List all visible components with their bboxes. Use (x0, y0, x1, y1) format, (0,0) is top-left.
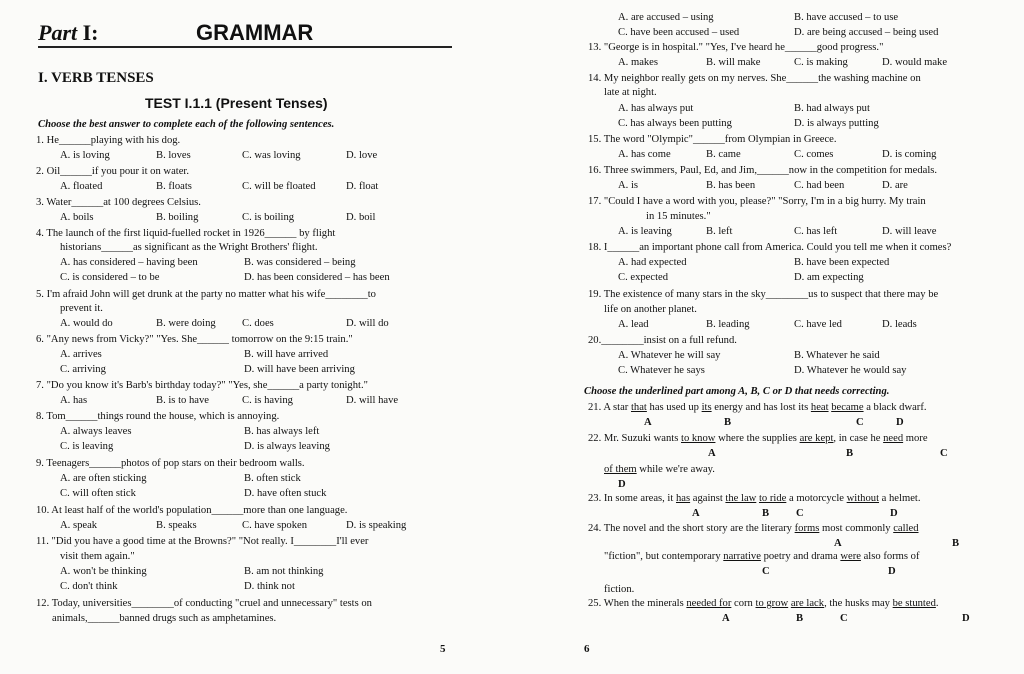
left-question-line: C. was loving (242, 150, 301, 161)
right-question-line: D. am expecting (794, 272, 864, 283)
text-segment: , in case he (833, 433, 884, 444)
left-question-line: 1. He______playing with his dog. (36, 135, 181, 146)
left-question-line: A. has (60, 395, 88, 406)
right-question-line: C. is making (794, 57, 848, 68)
underlined-segment: became (831, 402, 864, 413)
option-letter: C (940, 448, 948, 459)
right-question-line: B. left (706, 226, 733, 237)
left-question-line: D. will have been arriving (244, 364, 355, 375)
left-question-line: D. float (346, 181, 379, 192)
part-label (38, 20, 99, 46)
option-letter: C (796, 508, 804, 519)
underlined-segment: without (846, 493, 880, 504)
text-segment: more (903, 433, 928, 444)
text-segment: Mr. Suzuki wants (601, 433, 681, 444)
option-letter: B (846, 448, 854, 459)
underlined-segment: were (840, 551, 861, 562)
test-title: TEST I.1.1 (Present Tenses) (145, 95, 328, 111)
right-question-line: B. have been expected (794, 257, 890, 268)
left-question-line: 6. "Any news from Vicky?" "Yes. She______ tomorrow on the 9:15 train." (36, 334, 353, 345)
underlined-segment: be stunted (892, 598, 936, 609)
option-letter: C (840, 613, 848, 624)
underlined-segment: called (893, 523, 919, 534)
right-question-line: C. Whatever he says (618, 365, 705, 376)
left-question-line: D. will have (346, 395, 399, 406)
right-question-line: late at night. (604, 87, 657, 98)
underlined-segment: the law (725, 493, 757, 504)
option-letter: A (708, 448, 716, 459)
option-letter: D (888, 566, 896, 577)
underlined-segment: needed for (686, 598, 732, 609)
left-question-line: B. floats (156, 181, 192, 192)
item-number: 25. (588, 598, 602, 609)
left-question-line: C. don't think (60, 581, 118, 592)
option-letter: D (962, 613, 970, 624)
option-letter: B (724, 417, 732, 428)
underlined-segment: need (883, 433, 904, 444)
underlined-segment: heat (810, 402, 829, 413)
left-question-line: D. will do (346, 318, 389, 329)
option-letter: D (890, 508, 898, 519)
right-question-line: A. has always put (618, 103, 694, 114)
left-question-line: C. is leaving (60, 441, 114, 452)
left-question-line: C. is having (242, 395, 293, 406)
right-question-line: 13. "George is in hospital." "Yes, I've heard he______good progress." (588, 42, 884, 53)
header-divider (38, 46, 452, 48)
right-question-line: C. have been accused – used (618, 27, 740, 38)
left-question-line: D. love (346, 150, 378, 161)
error-item-line (588, 523, 919, 535)
left-question-line: 3. Water______at 100 degrees Celsius. (36, 197, 201, 208)
left-question-line: A. always leaves (60, 426, 132, 437)
right-question-line: B. will make (706, 57, 761, 68)
left-question-line: A. are often sticking (60, 473, 147, 484)
left-question-line: 9. Teenagers______photos of pop stars on their bedroom walls. (36, 458, 305, 469)
right-question-line: C. has left (794, 226, 838, 237)
section-heading: I. VERB TENSES (38, 70, 154, 86)
right-question-line: A. is (618, 180, 639, 191)
left-question-line: visit them again." (60, 551, 135, 562)
part-word: Part (38, 20, 78, 45)
underlined-segment: to ride (758, 493, 787, 504)
option-letter: C (856, 417, 864, 428)
text-segment: A star (601, 402, 631, 413)
left-question-line: prevent it. (60, 303, 103, 314)
text-segment: In some areas, it (601, 493, 676, 504)
error-item-line (604, 584, 634, 596)
right-question-line: A. is leaving (618, 226, 672, 237)
right-question-line: D. leads (882, 319, 917, 330)
instruction: Choose the best answer to complete each of the following sentences. (38, 119, 335, 130)
error-item-line (604, 464, 715, 476)
right-question-line: C. have led (794, 319, 842, 330)
right-question-line: 16. Three swimmers, Paul, Ed, and Jim,______now in the competition for medals. (588, 165, 938, 176)
left-question-line: A. is loving (60, 150, 110, 161)
text-segment: When the minerals (601, 598, 687, 609)
left-question-line: B. often stick (244, 473, 301, 484)
left-question-line: 5. I'm afraid John will get drunk at the party no matter what his wife________to (36, 289, 376, 300)
left-question-line: C. have spoken (242, 520, 308, 531)
right-question-line: C. expected (618, 272, 669, 283)
left-question-line: C. is considered – to be (60, 272, 160, 283)
left-question-line: A. has considered – having been (60, 257, 198, 268)
text-segment: where the supplies (715, 433, 800, 444)
left-question-line: D. has been considered – has been (244, 272, 390, 283)
text-segment: has used up (646, 402, 702, 413)
left-question-line: D. is speaking (346, 520, 407, 531)
text-segment: . (935, 598, 939, 609)
underlined-segment: are lack (790, 598, 825, 609)
right-question-line: A. makes (618, 57, 659, 68)
text-segment: also forms of (860, 551, 920, 562)
right-question-line: B. has been (706, 180, 756, 191)
part-number: I: (82, 20, 99, 45)
right-question-line: 18. I______an important phone call from America. Could you tell me when it comes? (588, 242, 952, 253)
left-question-line: C. arriving (60, 364, 106, 375)
text-segment: while we're away. (636, 464, 715, 475)
left-question-line: B. was considered – being (244, 257, 356, 268)
left-question-line: B. is to have (156, 395, 209, 406)
instruction-underline: Choose the underlined part among A, B, C or D that needs correcting. (584, 386, 890, 397)
option-letter: A (644, 417, 652, 428)
left-question-line: 4. The launch of the first liquid-fuelled rocket in 1926______ by flight (36, 228, 336, 239)
error-item-line (588, 402, 927, 414)
underlined-segment: to know (681, 433, 716, 444)
left-question-line: B. were doing (156, 318, 216, 329)
part-title: GRAMMAR (196, 20, 314, 45)
left-question-line: A. won't be thinking (60, 566, 147, 577)
error-item-line (588, 493, 921, 505)
text-segment: The novel and the short story are the literary (601, 523, 795, 534)
right-question-line: B. came (706, 149, 741, 160)
left-question-line: 10. At least half of the world's population______more than one language. (36, 505, 348, 516)
page-number-right: 6 (584, 643, 590, 655)
underlined-segment: forms (794, 523, 820, 534)
underlined-segment: narrative (723, 551, 761, 562)
left-question-line: A. floated (60, 181, 103, 192)
error-item-line (604, 551, 920, 563)
left-question-line: 12. Today, universities________of conducting "cruel and unnecessary" tests on (36, 598, 372, 609)
left-question-line: A. speak (60, 520, 98, 531)
option-letter: D (618, 479, 626, 490)
right-question-line: C. has always been putting (618, 118, 732, 129)
text-segment: most commonly (819, 523, 894, 534)
text-segment: energy and has lost its (711, 402, 811, 413)
left-question-line: 7. "Do you know it's Barb's birthday today?" "Yes, she______a party tonight." (36, 380, 368, 391)
right-question-line: B. Whatever he said (794, 350, 880, 361)
right-question-line: D. will leave (882, 226, 937, 237)
item-number: 21. (588, 402, 602, 413)
right-question-line: C. had been (794, 180, 845, 191)
right-question-line: 15. The word "Olympic"______from Olympian in Greece. (588, 134, 837, 145)
option-letter: D (896, 417, 904, 428)
right-question-line: B. leading (706, 319, 750, 330)
right-question-line: C. comes (794, 149, 834, 160)
left-question-line: B. boiling (156, 212, 199, 223)
left-question-line: historians______as significant as the Wright Brothers' flight. (60, 242, 318, 253)
option-letter: A (692, 508, 700, 519)
right-question-line: A. lead (618, 319, 649, 330)
left-question-line: 8. Tom______things round the house, which is annoying. (36, 411, 280, 422)
right-question-line: D. are (882, 180, 908, 191)
text-segment: a motorcycle (786, 493, 847, 504)
underlined-segment: of them (604, 464, 637, 475)
right-question-line: 14. My neighbor really gets on my nerves. She______the washing machine on (588, 73, 921, 84)
right-question-line: life on another planet. (604, 304, 697, 315)
text-segment: , the husks may (824, 598, 893, 609)
left-question-line: B. am not thinking (244, 566, 324, 577)
error-item-line (588, 433, 928, 445)
underlined-segment: are kept (799, 433, 834, 444)
right-question-line: 19. The existence of many stars in the sky________us to suspect that there may be (588, 289, 939, 300)
right-question-line: in 15 minutes." (646, 211, 711, 222)
text-segment: corn (731, 598, 756, 609)
left-question-line: B. loves (156, 150, 191, 161)
text-segment: poetry and drama (760, 551, 841, 562)
left-question-line: B. will have arrived (244, 349, 329, 360)
right-page (512, 0, 1024, 674)
option-letter: B (952, 538, 960, 549)
right-question-line: 17. "Could I have a word with you, please?" "Sorry, I'm in a big hurry. My train (588, 196, 926, 207)
right-question-line: 20.________insist on a full refund. (588, 335, 737, 346)
right-question-line: B. had always put (794, 103, 870, 114)
option-letter: C (762, 566, 770, 577)
left-question-line: C. is boiling (242, 212, 295, 223)
right-question-line: D. would make (882, 57, 948, 68)
left-question-line: B. has always left (244, 426, 320, 437)
left-question-line: D. boil (346, 212, 376, 223)
text-segment: against (690, 493, 726, 504)
left-question-line: A. boils (60, 212, 94, 223)
underlined-segment: that (630, 402, 647, 413)
left-question-line: A. arrives (60, 349, 102, 360)
right-question-line: A. has come (618, 149, 671, 160)
text-segment: a helmet. (879, 493, 921, 504)
page-number-left: 5 (440, 643, 446, 655)
option-letter: B (796, 613, 804, 624)
left-question-line: B. speaks (156, 520, 197, 531)
left-question-line: C. will often stick (60, 488, 136, 499)
right-question-line: B. have accused – to use (794, 12, 899, 23)
item-number: 22. (588, 433, 602, 444)
text-segment: fiction. (604, 584, 635, 595)
left-question-line: C. will be floated (242, 181, 316, 192)
underlined-segment: to grow (755, 598, 789, 609)
left-question-line: A. would do (60, 318, 113, 329)
left-question-line: D. have often stuck (244, 488, 327, 499)
left-question-line: 11. "Did you have a good time at the Browns?" "Not really. I________I'll ever (36, 536, 369, 547)
right-question-line: D. is coming (882, 149, 937, 160)
error-item-line (588, 598, 939, 610)
right-question-line: A. had expected (618, 257, 687, 268)
right-question-line: D. are being accused – being used (794, 27, 939, 38)
left-question-line: D. is always leaving (244, 441, 330, 452)
left-question-line: C. does (242, 318, 274, 329)
left-question-line: animals,______banned drugs such as amphetamines. (52, 613, 277, 624)
left-question-line: 2. Oil______if you pour it on water. (36, 166, 190, 177)
item-number: 24. (588, 523, 602, 534)
right-question-line: A. are accused – using (618, 12, 714, 23)
left-question-line: D. think not (244, 581, 295, 592)
option-letter: B (762, 508, 770, 519)
right-question-line: D. Whatever he would say (794, 365, 907, 376)
item-number: 23. (588, 493, 602, 504)
option-letter: A (722, 613, 730, 624)
option-letter: A (834, 538, 842, 549)
right-question-line: D. is always putting (794, 118, 879, 129)
text-segment: "fiction", but contemporary (604, 551, 724, 562)
underlined-segment: has (675, 493, 691, 504)
text-segment: a black dwarf. (863, 402, 927, 413)
right-question-line: A. Whatever he will say (618, 350, 721, 361)
underlined-segment: its (701, 402, 712, 413)
